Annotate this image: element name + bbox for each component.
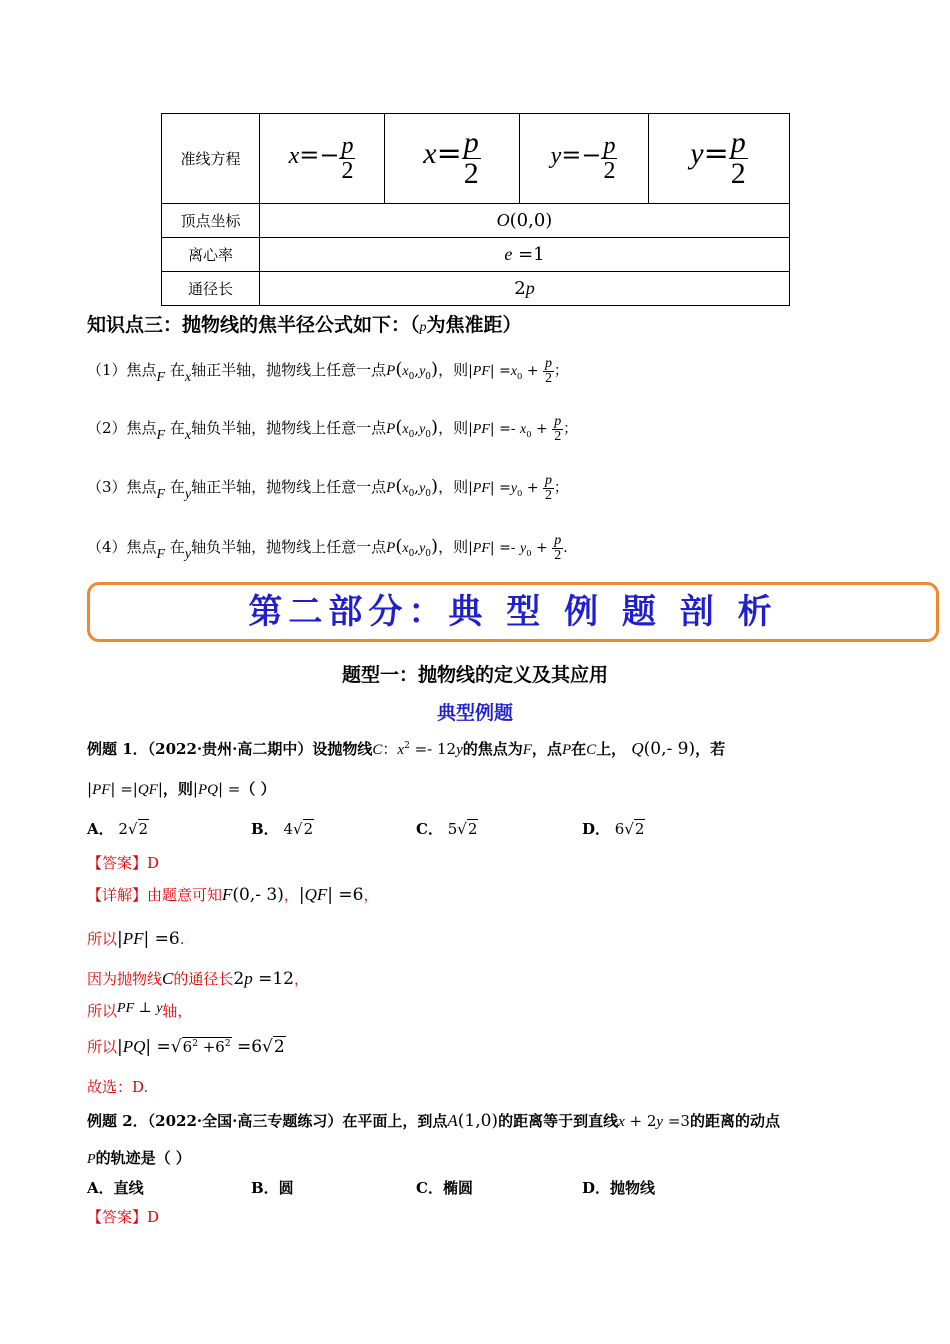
example1-option-d: D． 6√2 xyxy=(582,820,645,838)
knowledge3-title: 知识点三：抛物线的焦半径公式如下：（p为焦准距） xyxy=(87,314,522,336)
example2-option-a: A．直线 xyxy=(87,1179,144,1197)
example1-option-c: C． 5√2 xyxy=(416,820,478,838)
section-subtitle: 典型例题 xyxy=(436,702,513,724)
directrix-cell-1: x=− $\frac{p}{2}$ xyxy=(260,114,385,204)
example1-step2: 因为抛物线C的通径长2p =12， xyxy=(87,969,309,989)
vertex-value: O(0,0) xyxy=(260,204,790,238)
example2-question: 例题 2．（2022·全国·高三专题练习）在平面上，到点A(1,0)的距离等于到直线x + 2y =3的距离的动点 xyxy=(87,1111,780,1131)
directrix-cell-4: y= $\frac{p}{2}$ xyxy=(649,114,790,204)
example2-answer: 【答案】D xyxy=(87,1208,160,1226)
row-label-latus-rectum: 通径长 xyxy=(162,272,260,306)
focal-radius-item-2: （2）焦点F 在x轴负半轴，抛物线上任意一点$P(x_0,y_0)$，则$|PF| =- x_0$ + $\frac{p}{2}$ ； xyxy=(87,413,578,444)
example2-option-b: B．圆 xyxy=(251,1179,294,1197)
example1-condition: |PF| =|QF|，则|PQ| =（ ） xyxy=(87,780,276,798)
section-title: 题型一：抛物线的定义及其应用 xyxy=(341,664,608,686)
example1-conclusion: 故选：D. xyxy=(87,1078,149,1096)
example1-option-b: B． 4√2 xyxy=(251,820,314,838)
example1-answer: 【答案】D xyxy=(87,854,160,872)
example1-question: 例题 1．（2022·贵州·高二期中）设抛物线C：$x^2 =- 12y$的焦点为F，点P在C上， Q(0,- 9)，若 xyxy=(87,739,726,759)
row-label-eccentricity: 离心率 xyxy=(162,238,260,272)
row-label-directrix: 准线方程 xyxy=(162,114,260,204)
example1-step1: 所以|PF| =6. xyxy=(87,929,185,949)
example2-option-c: C．椭圆 xyxy=(416,1179,473,1197)
row-label-vertex: 顶点坐标 xyxy=(162,204,260,238)
example1-step4: 所以$|PQ| =√6^2 +6^2 =6√2$ xyxy=(87,1037,285,1057)
example1-detail: 【详解】由题意可知F(0,- 3)，|QF| =6， xyxy=(87,885,379,905)
example2-question-cont: P的轨迹是（ ） xyxy=(87,1149,191,1167)
parabola-property-table xyxy=(161,113,790,306)
focal-radius-item-1: （1）焦点F 在x轴正半轴，抛物线上任意一点$P(x_0,y_0)$，则$|PF| =x_0$ + $\frac{p}{2}$ ； xyxy=(87,355,569,386)
example1-step3: 所以PF ⊥ y轴， xyxy=(87,1000,193,1020)
part-two-banner: 第二部分：典 型 例 题 剖 析 xyxy=(87,582,939,642)
directrix-cell-3: y=− $\frac{p}{2}$ xyxy=(520,114,649,204)
focal-radius-item-4: （4）焦点F 在y轴负半轴，抛物线上任意一点$P(x_0,y_0)$，则$|PF| =- y_0$ + $\frac{p}{2}$ . xyxy=(87,532,568,563)
example2-option-d: D．抛物线 xyxy=(582,1179,656,1197)
latus-rectum-value: 2p xyxy=(260,272,790,306)
example1-option-a: A． 2√2 xyxy=(87,820,149,838)
focal-radius-item-3: （3）焦点F 在y轴正半轴，抛物线上任意一点$P(x_0,y_0)$，则$|PF| =y_0$ + $\frac{p}{2}$ ； xyxy=(87,472,569,503)
directrix-cell-2: x= $\frac{p}{2}$ xyxy=(385,114,520,204)
eccentricity-value: e =1 xyxy=(260,238,790,272)
